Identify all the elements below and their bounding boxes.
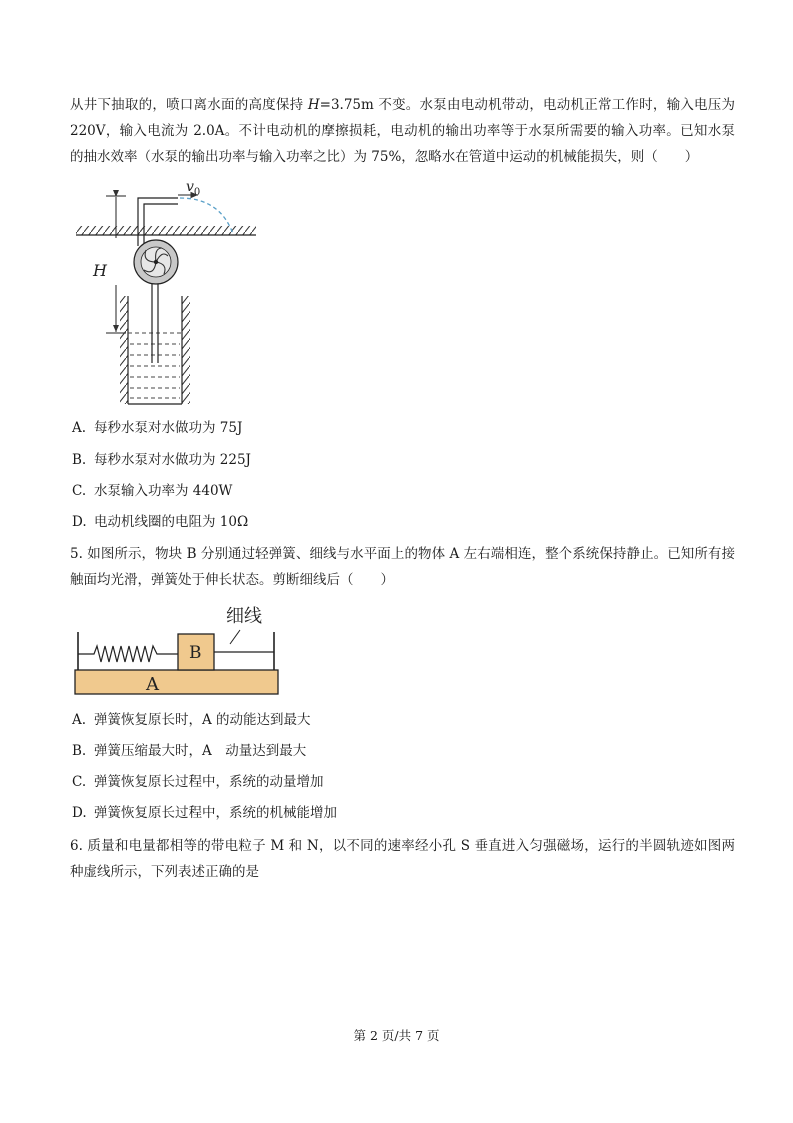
page-footer: 第 2 页/共 7 页 [353, 1028, 440, 1043]
q4-option-a-label: A. [72, 420, 87, 436]
q5-option-d-text: 弹簧恢复原长过程中，系统的机械能增加 [94, 805, 337, 821]
q4-stem-part2: =3.75m 不变。水泵由电动机带动，电动机正常工作时，输入电压为 220V，输入电流为 2.0A。不计电动机的摩擦损耗，电动机的输出功率等于水泵所需要的输入功率。已知水泵的抽水效率（水泵的输出功率与输入功率之比）为 75%，忽略水在管道中运动的机械能损失，则（ ） [70, 97, 735, 165]
q5-stem: 5. 如图所示，物块 B 分别通过轻弹簧、细线与水平面上的物体 A 左右端相连，整个系统保持静止。已知所有接触面均光滑，弹簧处于伸长状态。剪断细线后（ ） [70, 546, 735, 588]
q5-option-b-label: B. [72, 743, 87, 759]
pump-well-figure [70, 178, 270, 410]
board-a [75, 670, 278, 694]
v0-label-sub: 0 [193, 187, 201, 198]
q5-option-a-label: A. [72, 712, 87, 728]
q4-option-c-label: C. [72, 483, 87, 499]
q5-option-a-text: 弹簧恢复原长时，A 的动能达到最大 [94, 712, 311, 728]
q5-option-c[interactable] [72, 772, 324, 792]
q4-var-h: H [307, 97, 320, 113]
q5-option-c-label: C. [72, 774, 87, 790]
q4-option-a-text: 每秒水泵对水做功为 75J [94, 420, 243, 436]
spring-block-figure [70, 600, 285, 698]
thread-pointer [230, 630, 240, 644]
q6-stem: 6. 质量和电量都相等的带电粒子 M 和 N，以不同的速率经小孔 S 垂直进入匀强磁场，运行的半圆轨迹如图两种虚线所示，下列表述正确的是 [70, 838, 735, 880]
pump-icon [134, 240, 178, 284]
height-label: H [93, 261, 107, 280]
board-a-label: A [146, 674, 159, 695]
q4-stem-part1: 从井下抽取的，喷口离水面的高度保持 [70, 97, 308, 113]
q5-option-b[interactable] [72, 741, 306, 761]
v0-label-main: v [186, 179, 194, 195]
ground [76, 226, 256, 235]
q4-option-b-label: B. [72, 452, 87, 468]
block-b-label: B [189, 643, 202, 663]
q5-option-b-text: 弹簧压缩最大时，A 动量达到最大 [94, 743, 307, 759]
q5-option-a[interactable] [72, 710, 311, 730]
q4-option-d[interactable] [72, 512, 248, 532]
thread-label: 细线 [226, 606, 262, 627]
q4-stem [70, 92, 735, 170]
q5-option-d[interactable] [72, 803, 337, 823]
q4-option-c-text: 水泵输入功率为 440W [94, 483, 233, 499]
q5-option-c-text: 弹簧恢复原长过程中，系统的动量增加 [94, 774, 324, 790]
q4-option-d-label: D. [72, 514, 87, 530]
q4-option-d-text: 电动机线圈的电阻为 10Ω [94, 514, 249, 530]
q4-option-b-text: 每秒水泵对水做功为 225J [94, 452, 251, 468]
q4-option-a[interactable] [72, 418, 242, 438]
q4-option-b[interactable] [72, 450, 251, 470]
spring [78, 646, 178, 662]
q5-option-d-label: D. [72, 805, 87, 821]
q4-option-c[interactable] [72, 481, 232, 501]
well-water [128, 333, 182, 398]
